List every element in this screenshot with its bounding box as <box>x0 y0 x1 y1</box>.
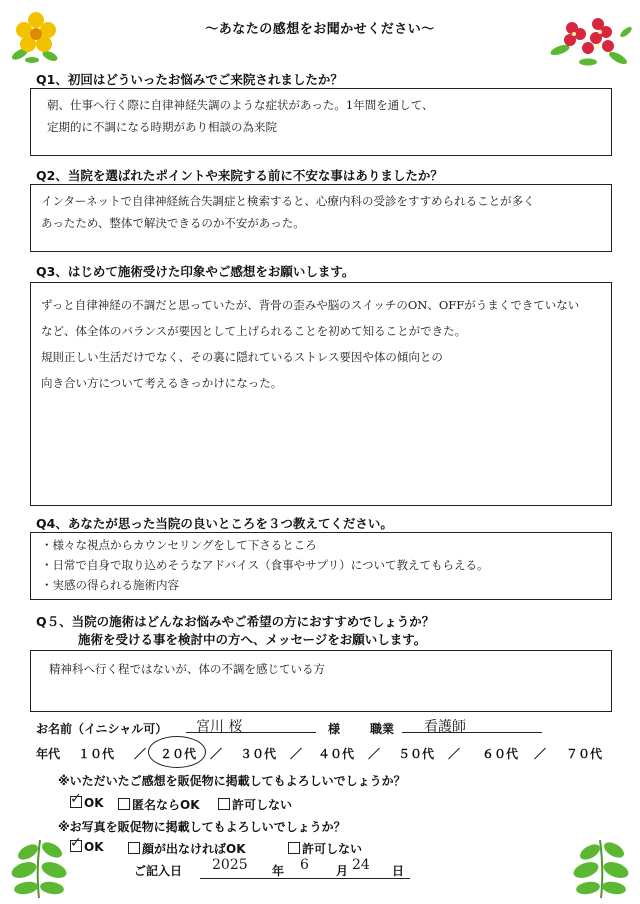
answer-box-1 <box>30 88 612 156</box>
leaf-decoration-bottom-left <box>6 836 72 900</box>
answer-2-line-1: インターネットで自律神経統合失調症と検索すると、心療内科の受診をすすめられることが多く <box>41 194 535 208</box>
date-year: 2025 <box>212 857 248 873</box>
photo-option-no-face[interactable]: 顔が出なければOK <box>128 840 246 857</box>
age-option-30s[interactable]: ３０代 <box>240 747 277 761</box>
publish-review-question: ※いただいたご感想を販促物に掲載してもよろしいでしょうか？ <box>58 774 406 788</box>
separator: ／ <box>210 747 223 761</box>
checkbox[interactable] <box>118 798 130 810</box>
question-1: Q1、初回はどういったお悩みでご来院されましたか？ <box>36 72 343 87</box>
answer-box-3 <box>30 282 612 506</box>
separator: ／ <box>534 747 547 761</box>
job-label: 職業 <box>370 722 395 736</box>
answer-box-2 <box>30 184 612 252</box>
job-value: 看護師 <box>424 719 466 735</box>
photo-option-deny[interactable]: 許可しない <box>288 840 362 857</box>
checkbox[interactable] <box>128 842 140 854</box>
answer-box-4 <box>30 532 612 600</box>
answer-3-line-4: 向き合い方について考えるきっかけになった。 <box>41 376 283 390</box>
answer-4-line-1: ・様々な視点からカウンセリングをして下さるところ <box>41 538 317 552</box>
checkbox[interactable] <box>288 842 300 854</box>
photo-option-ok[interactable]: ✓ OK <box>70 835 104 854</box>
answer-box-5 <box>30 650 612 712</box>
age-option-40s[interactable]: ４０代 <box>318 747 355 761</box>
name-value: 宮川 桜 <box>196 719 243 735</box>
check-icon: ✓ <box>70 791 82 807</box>
answer-3-line-3: 規則正しい生活だけでなく、その裏に隠れているストレス要因や体の傾向との <box>41 350 443 364</box>
date-month: 6 <box>300 857 309 873</box>
checkbox[interactable] <box>70 835 82 852</box>
separator: ／ <box>368 747 381 761</box>
age-option-70s[interactable]: ７０代 <box>566 747 603 761</box>
age-selected-circle <box>148 736 206 768</box>
date-underline <box>200 878 410 879</box>
date-day: 24 <box>352 857 370 873</box>
year-unit: 年 <box>272 864 285 878</box>
answer-4-line-2: ・日常で自身で取り込めそうなアドバイス（食事やサプリ）について教えてもらえる。 <box>41 558 489 572</box>
check-icon: ✓ <box>70 835 82 851</box>
review-option-deny[interactable]: 許可しない <box>218 796 292 813</box>
question-5-line-2: 施術を受ける事を検討中の方へ、メッセージをお願いします。 <box>78 632 427 647</box>
age-option-60s[interactable]: ６０代 <box>482 747 519 761</box>
checkbox[interactable] <box>218 798 230 810</box>
date-label: ご記入日 <box>134 864 183 878</box>
age-label: 年代 <box>36 747 61 761</box>
answer-3-line-2: など、体全体のバランスが要因として上げられることを初めて知ることができた。 <box>41 324 467 338</box>
question-3: Q3、はじめて施術受けた印象やご感想をお願いします。 <box>36 264 355 279</box>
answer-5-line-1: 精神科へ行く程ではないが、体の不調を感じている方 <box>49 662 325 676</box>
answer-3-line-1: ずっと自律神経の不調だと思っていたが、背骨の歪みや脳のスイッチのON、OFFがうまくできていない <box>41 298 580 312</box>
separator: ／ <box>290 747 303 761</box>
question-5-line-1: Q５、当院の施術はどんなお悩みやご希望の方におすすめでしょうか？ <box>36 614 435 629</box>
answer-4-line-3: ・実感の得られる施術内容 <box>41 578 179 592</box>
age-option-20s[interactable]: ２０代 <box>160 747 197 761</box>
separator: ／ <box>134 747 147 761</box>
age-option-10s[interactable]: １０代 <box>78 747 115 761</box>
job-underline <box>402 732 542 733</box>
answer-1-line-1: 朝、仕事へ行く際に自律神経失調のような症状があった。1年間を通して、 <box>47 98 434 112</box>
review-option-ok[interactable]: ✓ OK <box>70 791 104 810</box>
day-unit: 日 <box>392 864 405 878</box>
answer-1-line-2: 定期的に不調になる時期があり相談の為来院 <box>47 120 277 134</box>
age-option-50s[interactable]: ５０代 <box>398 747 435 761</box>
question-2: Q2、当院を選ばれたポイントや来院する前に不安な事はありましたか？ <box>36 168 443 183</box>
checkbox[interactable] <box>70 791 82 808</box>
flower-decoration-top-left <box>6 6 68 68</box>
sama-label: 様 <box>328 722 341 736</box>
page-title: ～あなたの感想をお聞かせください～ <box>205 22 435 37</box>
name-label: お名前（イニシャル可） <box>36 722 168 736</box>
publish-photo-question: ※お写真を販促物に掲載してもよろしいでしょうか？ <box>58 820 346 834</box>
month-unit: 月 <box>336 864 349 878</box>
question-4: Q4、あなたが思った当院の良いところを３つ教えてください。 <box>36 516 393 531</box>
separator: ／ <box>448 747 461 761</box>
answer-2-line-2: あったため、整体で解決できるのか不安があった。 <box>41 216 305 230</box>
review-option-anonymous[interactable]: 匿名ならOK <box>118 796 200 813</box>
leaf-decoration-bottom-right <box>568 836 634 900</box>
